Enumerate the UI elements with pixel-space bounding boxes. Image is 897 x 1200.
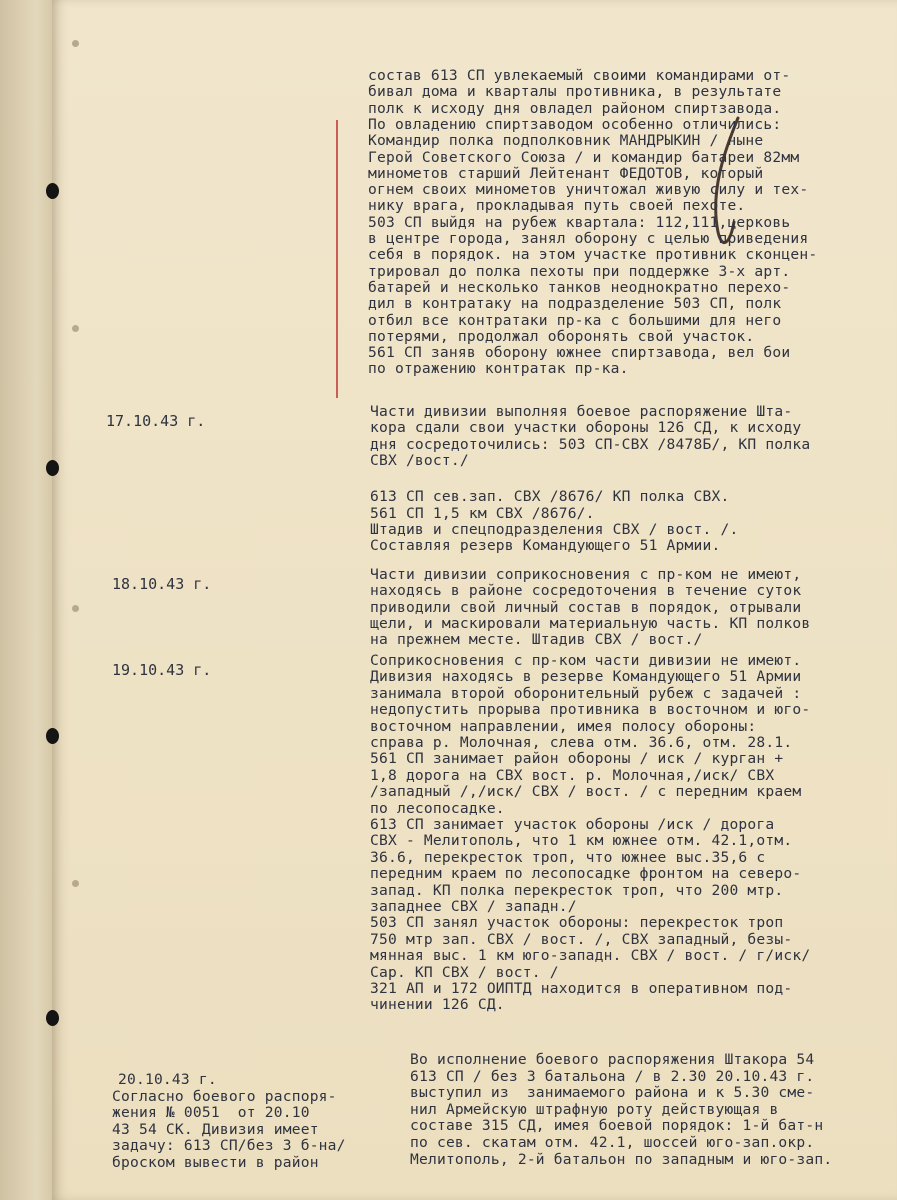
text-line: Сар. КП СВХ / вост. / <box>370 963 559 981</box>
text-line: огнем своих минометов уничтожал живую силу и тех- <box>368 181 809 199</box>
binding-hole <box>46 1010 59 1026</box>
text-line: Мелитополь, 2-й батальон по западным и юго-зап. <box>410 1150 833 1168</box>
text-line: дня сосредоточились: 503 СП-СВХ /8478Б/, КП полка <box>370 435 811 453</box>
text-line: 36.6, перекресток троп, что южнее выс.35,6 с <box>370 848 766 866</box>
text-line: 561 СП 1,5 км СВХ /8676/. <box>370 504 595 522</box>
text-line: Штадив и спецподразделения СВХ / вост. /. <box>370 520 739 538</box>
text-line: 561 СП занимает район обороны / иск / курган + <box>370 750 784 768</box>
paper-spot <box>72 40 79 47</box>
text-line: потерями, продолжал оборонять свой участок. <box>368 327 755 345</box>
red-margin-mark <box>336 120 338 398</box>
text-line: выступил из занимаемого района и к 5.30 сме- <box>410 1084 815 1102</box>
text-line: недопустить прорыва противника в восточном и юго- <box>370 701 811 719</box>
entry-date: 19.10.43 г. <box>112 661 212 679</box>
paper-spot <box>72 880 79 887</box>
text-line: отбил все контратаки пр-ка с большими для него <box>368 311 782 329</box>
text-line: По овладению спиртзаводом особенно отличились: <box>368 115 782 133</box>
left-note-line: 20.10.43 г. <box>118 1071 217 1088</box>
text-line: Части дивизии выполняя боевое распоряжение Шта- <box>370 403 793 420</box>
text-line: Герой Советского Союза / и командир батареи 82мм <box>368 148 800 166</box>
binding-hole <box>46 460 59 476</box>
text-line: Командир полка подполковник МАНДРЫКИН / ныне <box>368 132 764 150</box>
text-line: мянная выс. 1 км юго-западн. СВХ / вост. / г/иск/ <box>370 947 811 965</box>
text-line: Дивизия находясь в резерве Командующего 51 Армии <box>370 668 802 686</box>
text-line: по сев. скатам отм. 42.1, шоссей юго-зап.окр. <box>410 1134 815 1151</box>
paper-spot <box>72 605 79 612</box>
text-line: 613 СП занимает участок обороны /иск / дорога <box>370 816 775 833</box>
text-line: бивал дома и кварталы противника, в результате <box>368 83 782 101</box>
entry-date: 17.10.43 г. <box>106 412 206 430</box>
text-line: запад. КП полка перекресток троп, что 200 мтр. <box>370 881 784 899</box>
text-line: дил в контратаку на подразделение 503 СП, полк <box>368 295 782 313</box>
text-line: приводили свой личный состав в порядок, отрывали <box>370 598 802 616</box>
binding-hole <box>46 728 59 744</box>
text-line: по лесопосадке. <box>370 799 505 817</box>
left-note-line: 43 54 СК. Дивизия имеет <box>112 1120 319 1138</box>
text-line: щели, и маскировали материальную часть. КП полков <box>370 614 811 632</box>
text-line: 503 СП занял участок обороны: перекресток троп <box>370 914 784 932</box>
text-line: батарей и несколько танков неоднократно перехо- <box>368 278 791 296</box>
page-binding-edge <box>0 0 52 1200</box>
text-line: Части дивизии соприкосновения с пр-ком не имеют, <box>370 566 802 583</box>
text-line: составе 315 СД, имея боевой порядок: 1-й бат-н <box>410 1117 824 1135</box>
text-line: полк к исходу дня овладел районом спиртзавода. <box>368 99 782 117</box>
text-line: нил Армейскую штрафную роту действующая в <box>410 1100 779 1118</box>
text-line: себя в порядок. на этом участке противник сконцен- <box>368 246 818 264</box>
text-line: Соприкосновения с пр-ком части дивизии не имеют. <box>370 652 802 669</box>
text-line: на прежнем месте. Штадив СВХ / вост./ <box>370 631 703 649</box>
text-line: /западный /,/иск/ СВХ / вост. / с передним краем <box>370 783 802 801</box>
text-line: восточном направлении, имея полосу обороны: <box>370 717 757 735</box>
text-line: 613 СП сев.зап. СВХ /8676/ КП полка СВХ. <box>370 488 730 506</box>
text-line: состав 613 СП увлекаемый своими командирами от- <box>368 67 791 84</box>
text-line: в центре города, занял оборону с целью приведения <box>368 230 809 247</box>
text-line: 613 СП / без 3 батальона / в 2.30 20.10.43 г. <box>410 1067 815 1085</box>
text-line: СВХ - Мелитополь, что 1 км южнее отм. 42.1,отм. <box>370 832 793 850</box>
text-line: СВХ /вост./ <box>370 451 469 469</box>
text-line: Составляя резерв Командующего 51 Армии. <box>370 537 721 555</box>
entry-date: 18.10.43 г. <box>112 575 212 593</box>
text-line: минометов старший Лейтенант ФЕДОТОВ, который <box>368 164 764 182</box>
left-note-line: Согласно боевого распоря- <box>112 1087 337 1105</box>
left-note-line: задачу: 613 СП/без 3 б-на/ <box>112 1137 346 1154</box>
binding-hole <box>46 183 59 199</box>
left-note-line: жения № 0051 от 20.10 <box>112 1104 310 1121</box>
text-line: находясь в районе сосредоточения в течение суток <box>370 582 802 600</box>
text-line: Во исполнение боевого распоряжения Штакора 54 <box>410 1051 815 1068</box>
text-line: 503 СП выйдя на рубеж квартала: 112,111,церковь <box>368 213 791 231</box>
text-line: кора сдали свои участки обороны 126 СД, к исходу <box>370 419 802 437</box>
text-line: нику врага, прокладывая путь своей пехоте. <box>368 197 746 215</box>
text-line: занимала второй оборонительный рубеж с задачей : <box>370 684 802 702</box>
text-line: западнее СВХ / западн./ <box>370 898 577 915</box>
text-line: передним краем по лесопосадке фронтом на северо- <box>370 865 802 883</box>
text-line: трировал до полка пехоты при поддержке 3-х арт. <box>368 262 791 280</box>
text-line: 750 мтр зап. СВХ / вост. /, СВХ западный, безы- <box>370 930 793 948</box>
text-line: 1,8 дорога на СВХ вост. р. Молочная,/иск/ СВХ <box>370 766 775 784</box>
paper-spot <box>72 325 79 332</box>
text-line: 561 СП заняв оборону южнее спиртзавода, вел бои <box>368 344 791 362</box>
text-line: справа р. Молочная, слева отм. 36.6, отм. 28.1. <box>370 734 793 751</box>
left-note-line: броском вывести в район <box>112 1153 319 1171</box>
text-line: по отражению контратак пр-ка. <box>368 360 629 378</box>
text-line: 321 АП и 172 ОИПТД находится в оперативном под- <box>370 980 793 997</box>
text-line: чинении 126 СД. <box>370 996 505 1014</box>
